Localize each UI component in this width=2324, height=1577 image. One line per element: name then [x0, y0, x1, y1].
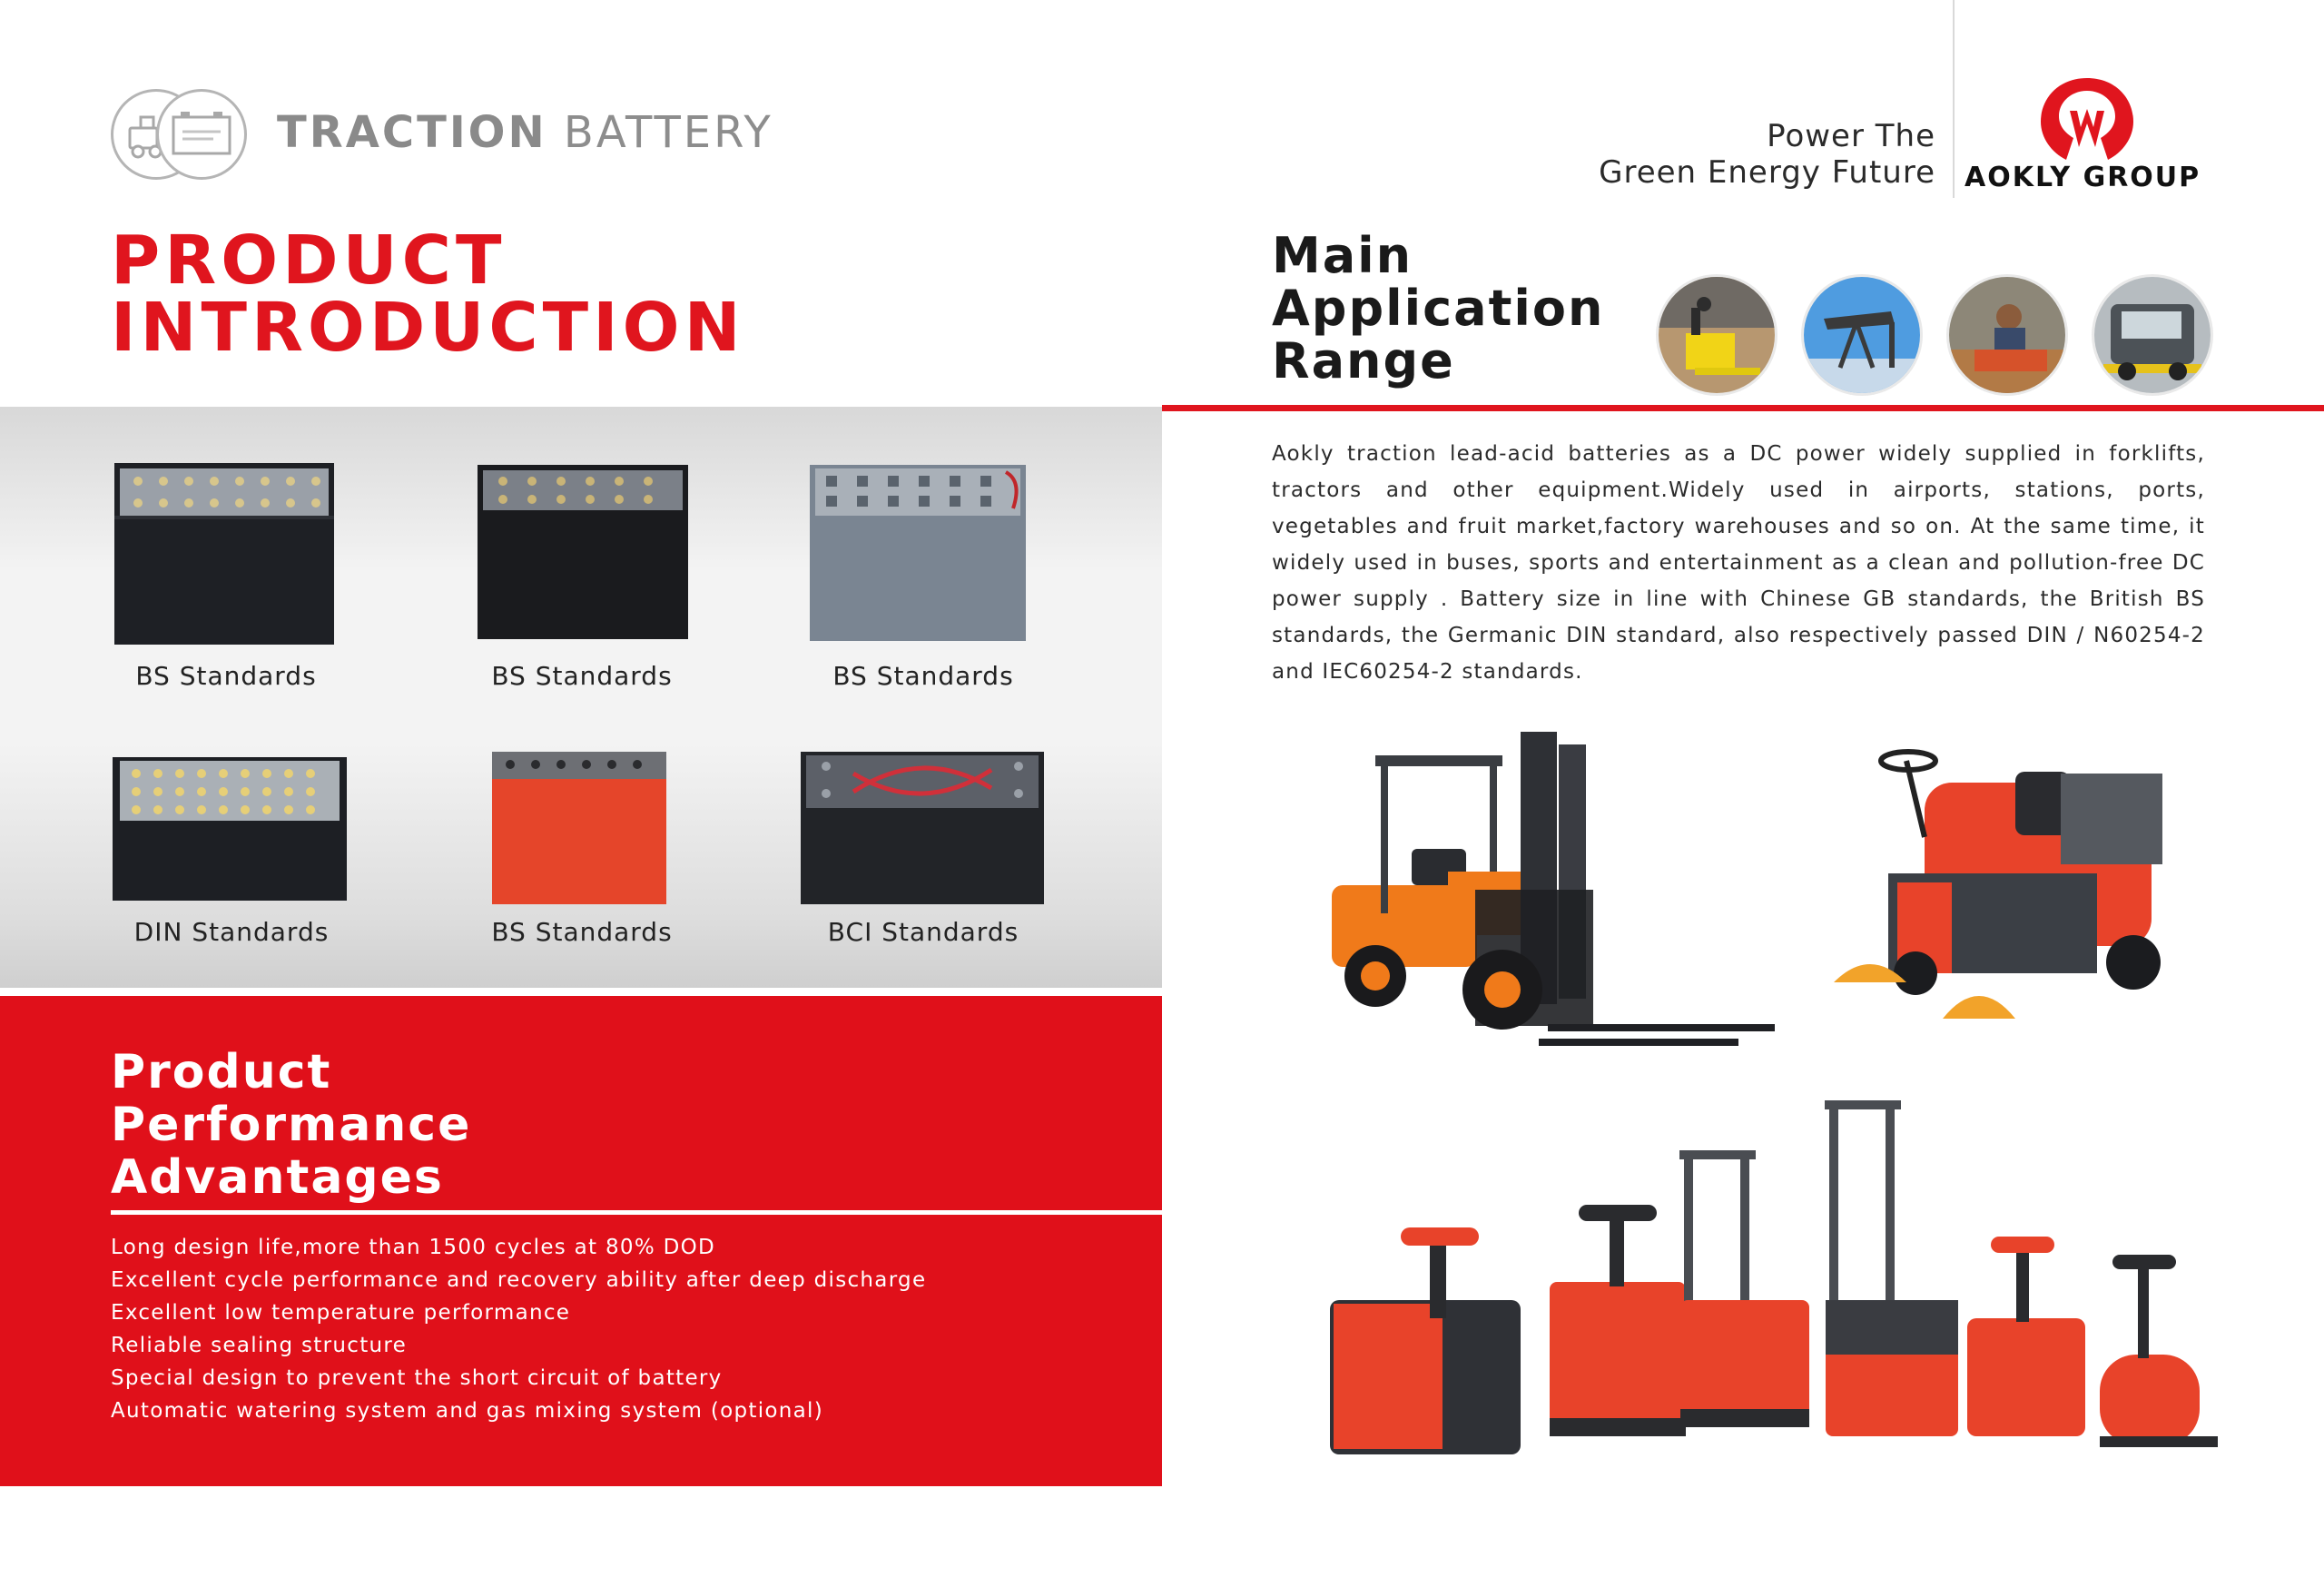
- performance-title: [111, 1046, 471, 1204]
- battery-bs-black-2: [476, 458, 690, 643]
- category-title: [277, 107, 773, 158]
- brand-wordmark: AOKLY GROUP: [1965, 162, 2201, 193]
- performance-item: Excellent cycle performance and recovery ability after deep discharge: [111, 1268, 927, 1292]
- battery-label-4: DIN Standards: [133, 917, 330, 947]
- performance-title-line-3: Advantages: [111, 1150, 444, 1205]
- category-title-light: BATTERY: [563, 107, 773, 158]
- battery-din: [111, 744, 349, 904]
- warehouse-trucks-image: [1321, 1100, 2220, 1473]
- performance-item: Excellent low temperature performance: [111, 1301, 571, 1325]
- battery-bs-orange: [488, 744, 670, 908]
- performance-item: Special design to prevent the short circuit of battery: [111, 1366, 723, 1390]
- product-introduction-title: [111, 222, 745, 367]
- performance-title-line-2: Performance: [111, 1098, 472, 1152]
- product-intro-line-2: INTRODUCTION: [111, 289, 745, 367]
- battery-icon: [159, 92, 244, 177]
- performance-item: Reliable sealing structure: [111, 1334, 408, 1357]
- oil-pump-photo: [1804, 277, 1920, 393]
- application-title-line-2: Application: [1272, 280, 1605, 337]
- product-panel: [0, 407, 1162, 988]
- slogan-line-1: Power The: [1767, 118, 1935, 154]
- battery-label-1: BS Standards: [135, 661, 317, 691]
- battery-label-2: BS Standards: [491, 661, 673, 691]
- performance-title-line-1: Product: [111, 1045, 332, 1099]
- pallet-truck-photo: [1659, 277, 1775, 393]
- sweeper-photo: [2094, 277, 2211, 393]
- forklift-image: [1321, 726, 1784, 1064]
- floor-sweeper-image: [1834, 746, 2188, 1028]
- performance-item: Long design life,more than 1500 cycles at 80% DOD: [111, 1236, 716, 1259]
- performance-list: [111, 1231, 926, 1427]
- category-title-bold: TRACTION: [277, 107, 547, 158]
- application-title-line-3: Range: [1272, 332, 1455, 389]
- battery-bs-black-1: [111, 452, 338, 648]
- slogan: [1599, 118, 1935, 191]
- battery-label-3: BS Standards: [832, 661, 1014, 691]
- battery-bs-grey: [808, 454, 1029, 645]
- application-description: Aokly traction lead-acid batteries as a DC power widely supplied in forklifts, tractors and other equipment.Widely used in airports, stations, ports, vegetables and fruit market,factory warehouses and so on. At the same time, it widely used in buses, sports and entertainment as a clean and pollution-free DC power supply . Battery size in line with Chinese GB standards, the British BS standards, the Germanic DIN standard, also respectively passed DIN / N60254-2 and IEC60254-2 standards.: [1272, 442, 2205, 684]
- performance-item: Automatic watering system and gas mixing system (optional): [111, 1399, 824, 1423]
- application-range-title: [1272, 227, 1605, 389]
- battery-label-6: BCI Standards: [827, 917, 1019, 947]
- slogan-line-2: Green Energy Future: [1599, 154, 1935, 191]
- aokly-logo-icon: [2037, 74, 2137, 165]
- battery-bci: [799, 737, 1046, 908]
- tractor-driver-photo: [1949, 277, 2065, 393]
- logo-divider: [1953, 0, 1955, 198]
- battery-label-5: BS Standards: [491, 917, 673, 947]
- application-title-line-1: Main: [1272, 227, 1413, 284]
- battery-badge: [156, 89, 247, 180]
- performance-rule: [111, 1210, 1162, 1215]
- product-intro-line-1: PRODUCT: [111, 222, 507, 300]
- application-red-rule: [1162, 405, 2324, 411]
